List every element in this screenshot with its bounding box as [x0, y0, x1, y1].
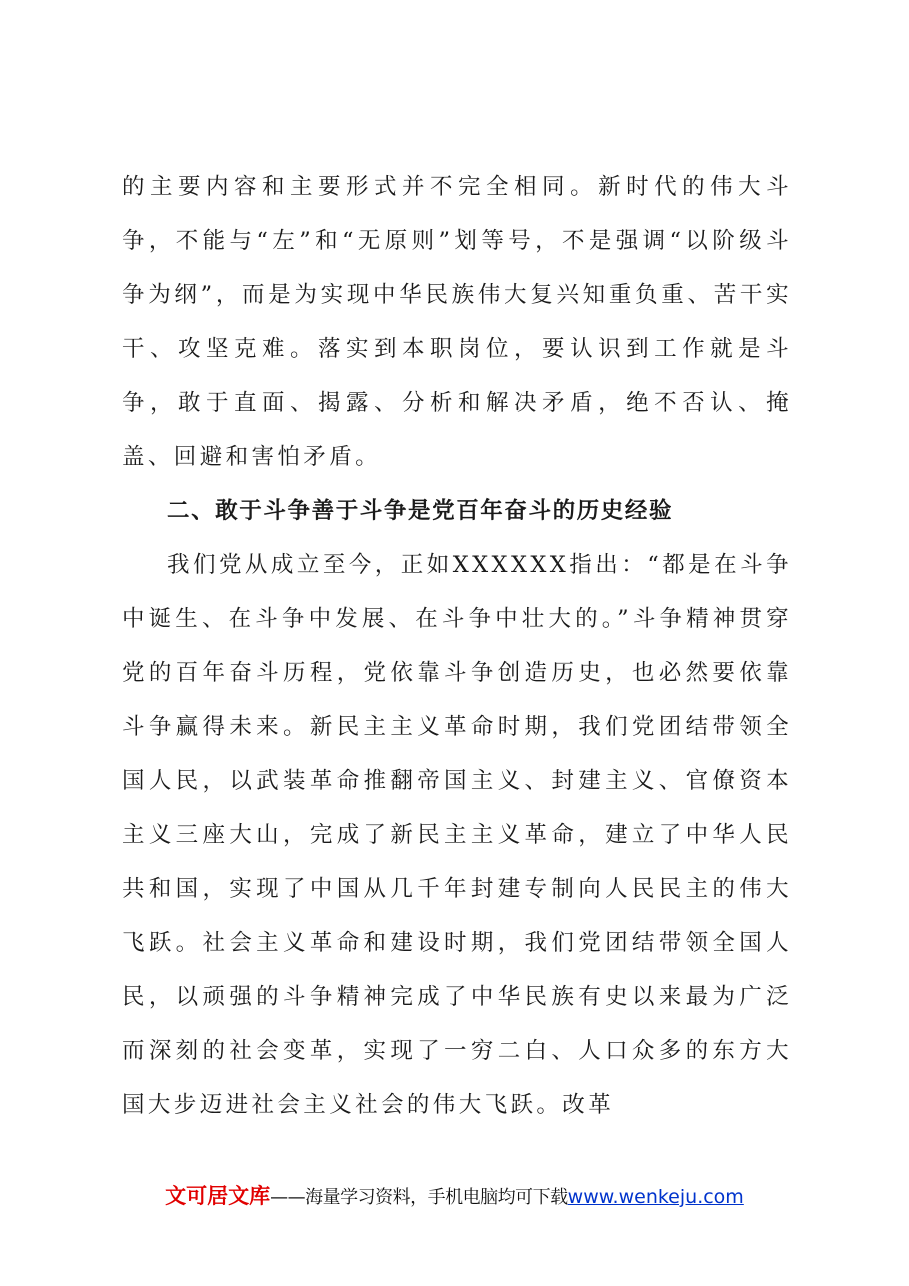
document-body	[122, 160, 792, 1132]
section-heading: 二、敢于斗争善于斗争是党百年奋斗的历史经验	[167, 498, 674, 524]
footer-website-link[interactable]: www.wenkeju.com	[567, 1186, 744, 1208]
footer-slogan: ——海量学习资料，手机电脑均可下载	[270, 1187, 568, 1208]
body-paragraph-continued: 的主要内容和主要形式并不完全相同。新时代的伟大斗争，不能与“左”和“无原则”划等号，不是强调“以阶级斗争为纲”，而是为实现中华民族伟大复兴知重负重、苦干实干、攻坚克难。落实到本职岗位，要认识到工作就是斗争，敢于直面、揭露、分析和解决矛盾，绝不否认、掩盖、回避和害怕矛盾。	[122, 174, 792, 470]
page-footer	[0, 1178, 909, 1216]
footer-brand-logo: 文可居文库	[165, 1184, 271, 1208]
section-paragraph: 我们党从成立至今，正如XXXXXX指出：“都是在斗争中诞生、在斗争中发展、在斗争中壮大的。”斗争精神贯穿党的百年奋斗历程，党依靠斗争创造历史，也必然要依靠斗争赢得未来。新民主主义革命时期，我们党团结带领全国人民，以武装革命推翻帝国主义、封建主义、官僚资本主义三座大山，完成了新民主主义革命，建立了中华人民共和国，实现了中国从几千年封建专制向人民民主的伟大飞跃。社会主义革命和建设时期，我们党团结带领全国人民，以顽强的斗争精神完成了中华民族有史以来最为广泛而深刻的社会变革，实现了一穷二白、人口众多的东方大国大步迈进社会主义社会的伟大飞跃。改革	[122, 552, 792, 1118]
